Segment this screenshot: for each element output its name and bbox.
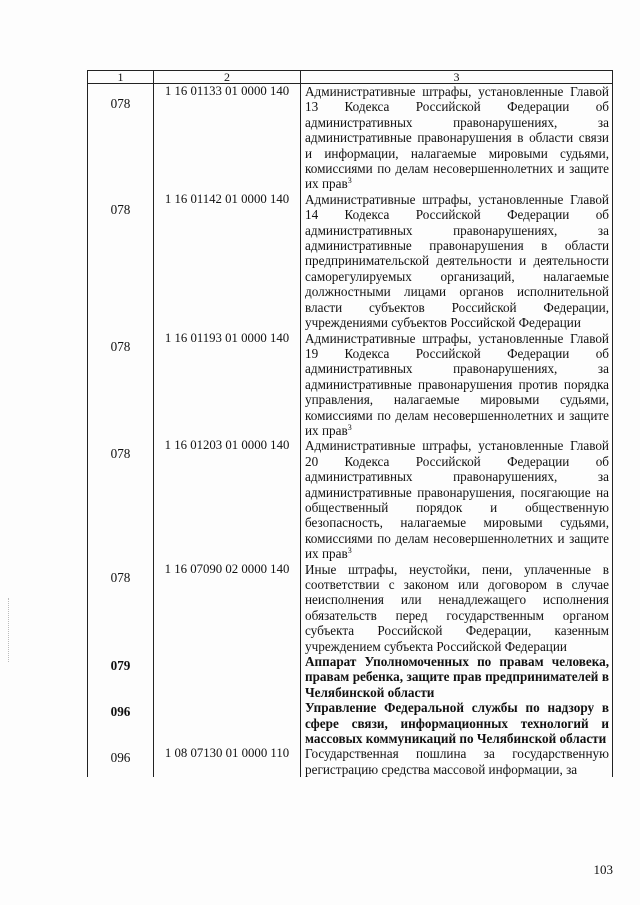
table-row: [88, 654, 613, 700]
admin-code-cell: [88, 654, 154, 700]
description-text: Административные штрафы, установленные Главой 14 Кодекса Российской Федерации об административных правонарушениях, за административные правонарушения в области предпринимательской деятельности и деятельности саморегулируемых организаций, налагаемые должностными лицами органов исполнительной власти субъектов Российской Федерации, учреждениями субъектов Российской Федерации: [305, 191, 609, 331]
description-cell: [301, 746, 613, 777]
table-row: [88, 700, 613, 746]
footnote-marker: 3: [347, 422, 352, 432]
kbk-code-cell: [154, 331, 301, 439]
admin-code: 078: [110, 569, 131, 585]
footnote-marker: 3: [347, 176, 352, 186]
admin-code-cell: [88, 438, 154, 561]
footnote-marker: 3: [347, 546, 352, 556]
description-text: Иные штрафы, неустойки, пени, уплаченные в соответствии с законом или договором в случае неисполнения или ненадлежащего исполнения обязательств перед государственным органом субъекта Российской Федерации, казенным учреждением субъекта Российской Федерации: [305, 561, 609, 654]
header-col-2: 2: [154, 71, 301, 84]
kbk-code-cell: [154, 700, 301, 746]
kbk-code-cell: [154, 438, 301, 561]
kbk-code: 1 16 01193 01 0000 140: [164, 330, 290, 345]
kbk-code: 1 16 01133 01 0000 140: [164, 84, 290, 98]
table-row: [88, 438, 613, 561]
table-row: [88, 84, 613, 192]
description-cell: [301, 438, 613, 561]
admin-code: 096: [110, 704, 131, 720]
admin-code: 079: [110, 658, 131, 674]
kbk-code: 1 08 07130 01 0000 110: [164, 746, 290, 761]
admin-code: 096: [110, 750, 131, 766]
admin-code: 078: [110, 338, 131, 354]
admin-code-cell: [88, 331, 154, 439]
admin-code-cell: [88, 84, 154, 192]
description-cell: [301, 700, 613, 746]
admin-code-cell: [88, 746, 154, 777]
table-row: [88, 746, 613, 777]
kbk-code: 1 16 01203 01 0000 140: [164, 438, 290, 453]
admin-code: 078: [110, 201, 131, 217]
description-text: Административные штрафы, установленные Главой 19 Кодекса Российской Федерации об административных правонарушениях, за административные правонарушения против порядка управления, налагаемые мировыми судьями, комиссиями по делам несовершеннолетних и защите их прав: [305, 330, 609, 438]
description-cell: [301, 562, 613, 654]
description-text: Управление Федеральной службы по надзору в сфере связи, информационных технологий и массовых коммуникаций по Челябинской области: [305, 700, 609, 747]
description-cell: [301, 192, 613, 331]
admin-code-cell: [88, 562, 154, 654]
kbk-code: 1 16 07090 02 0000 140: [164, 561, 290, 576]
admin-code: 078: [110, 446, 131, 462]
header-col-3: 3: [301, 71, 613, 84]
admin-code-cell: [88, 700, 154, 746]
header-col-1: 1: [88, 71, 154, 84]
page-number: 103: [593, 862, 613, 877]
description-text: Государственная пошлина за государственную регистрацию средства массовой информации, за: [305, 746, 609, 777]
kbk-code: 1 16 01142 01 0000 140: [164, 191, 290, 206]
description-text: Административные штрафы, установленные Главой 13 Кодекса Российской Федерации об административных правонарушениях, за административные правонарушения в области связи и информации, налагаемые мировыми судьями, комиссиями по делам несовершеннолетних и защите их прав: [305, 84, 609, 192]
table-header-row: [88, 71, 613, 84]
kbk-code-cell: [154, 562, 301, 654]
table-row: [88, 331, 613, 439]
description-text: Административные штрафы, установленные Главой 20 Кодекса Российской Федерации об административных правонарушениях, за административные правонарушения, посягающие на общественный порядок и общественную безопасность, налагаемые мировыми судьями, комиссиями по делам несовершеннолетних и защите их прав: [305, 438, 609, 562]
description-cell: [301, 654, 613, 700]
admin-code: 078: [110, 96, 131, 111]
kbk-code-cell: [154, 84, 301, 192]
table-row: [88, 562, 613, 654]
description-text: Аппарат Уполномоченных по правам человека, правам ребенка, защите прав предпринимателей в Челябинской области: [305, 654, 609, 700]
kbk-code-cell: [154, 192, 301, 331]
description-cell: [301, 331, 613, 439]
scan-margin-marks: [8, 598, 11, 662]
kbk-code-cell: [154, 746, 301, 777]
budget-classification-table: [87, 70, 613, 777]
admin-code-cell: [88, 192, 154, 331]
kbk-code-cell: [154, 654, 301, 700]
table-row: [88, 192, 613, 331]
description-cell: [301, 84, 613, 192]
